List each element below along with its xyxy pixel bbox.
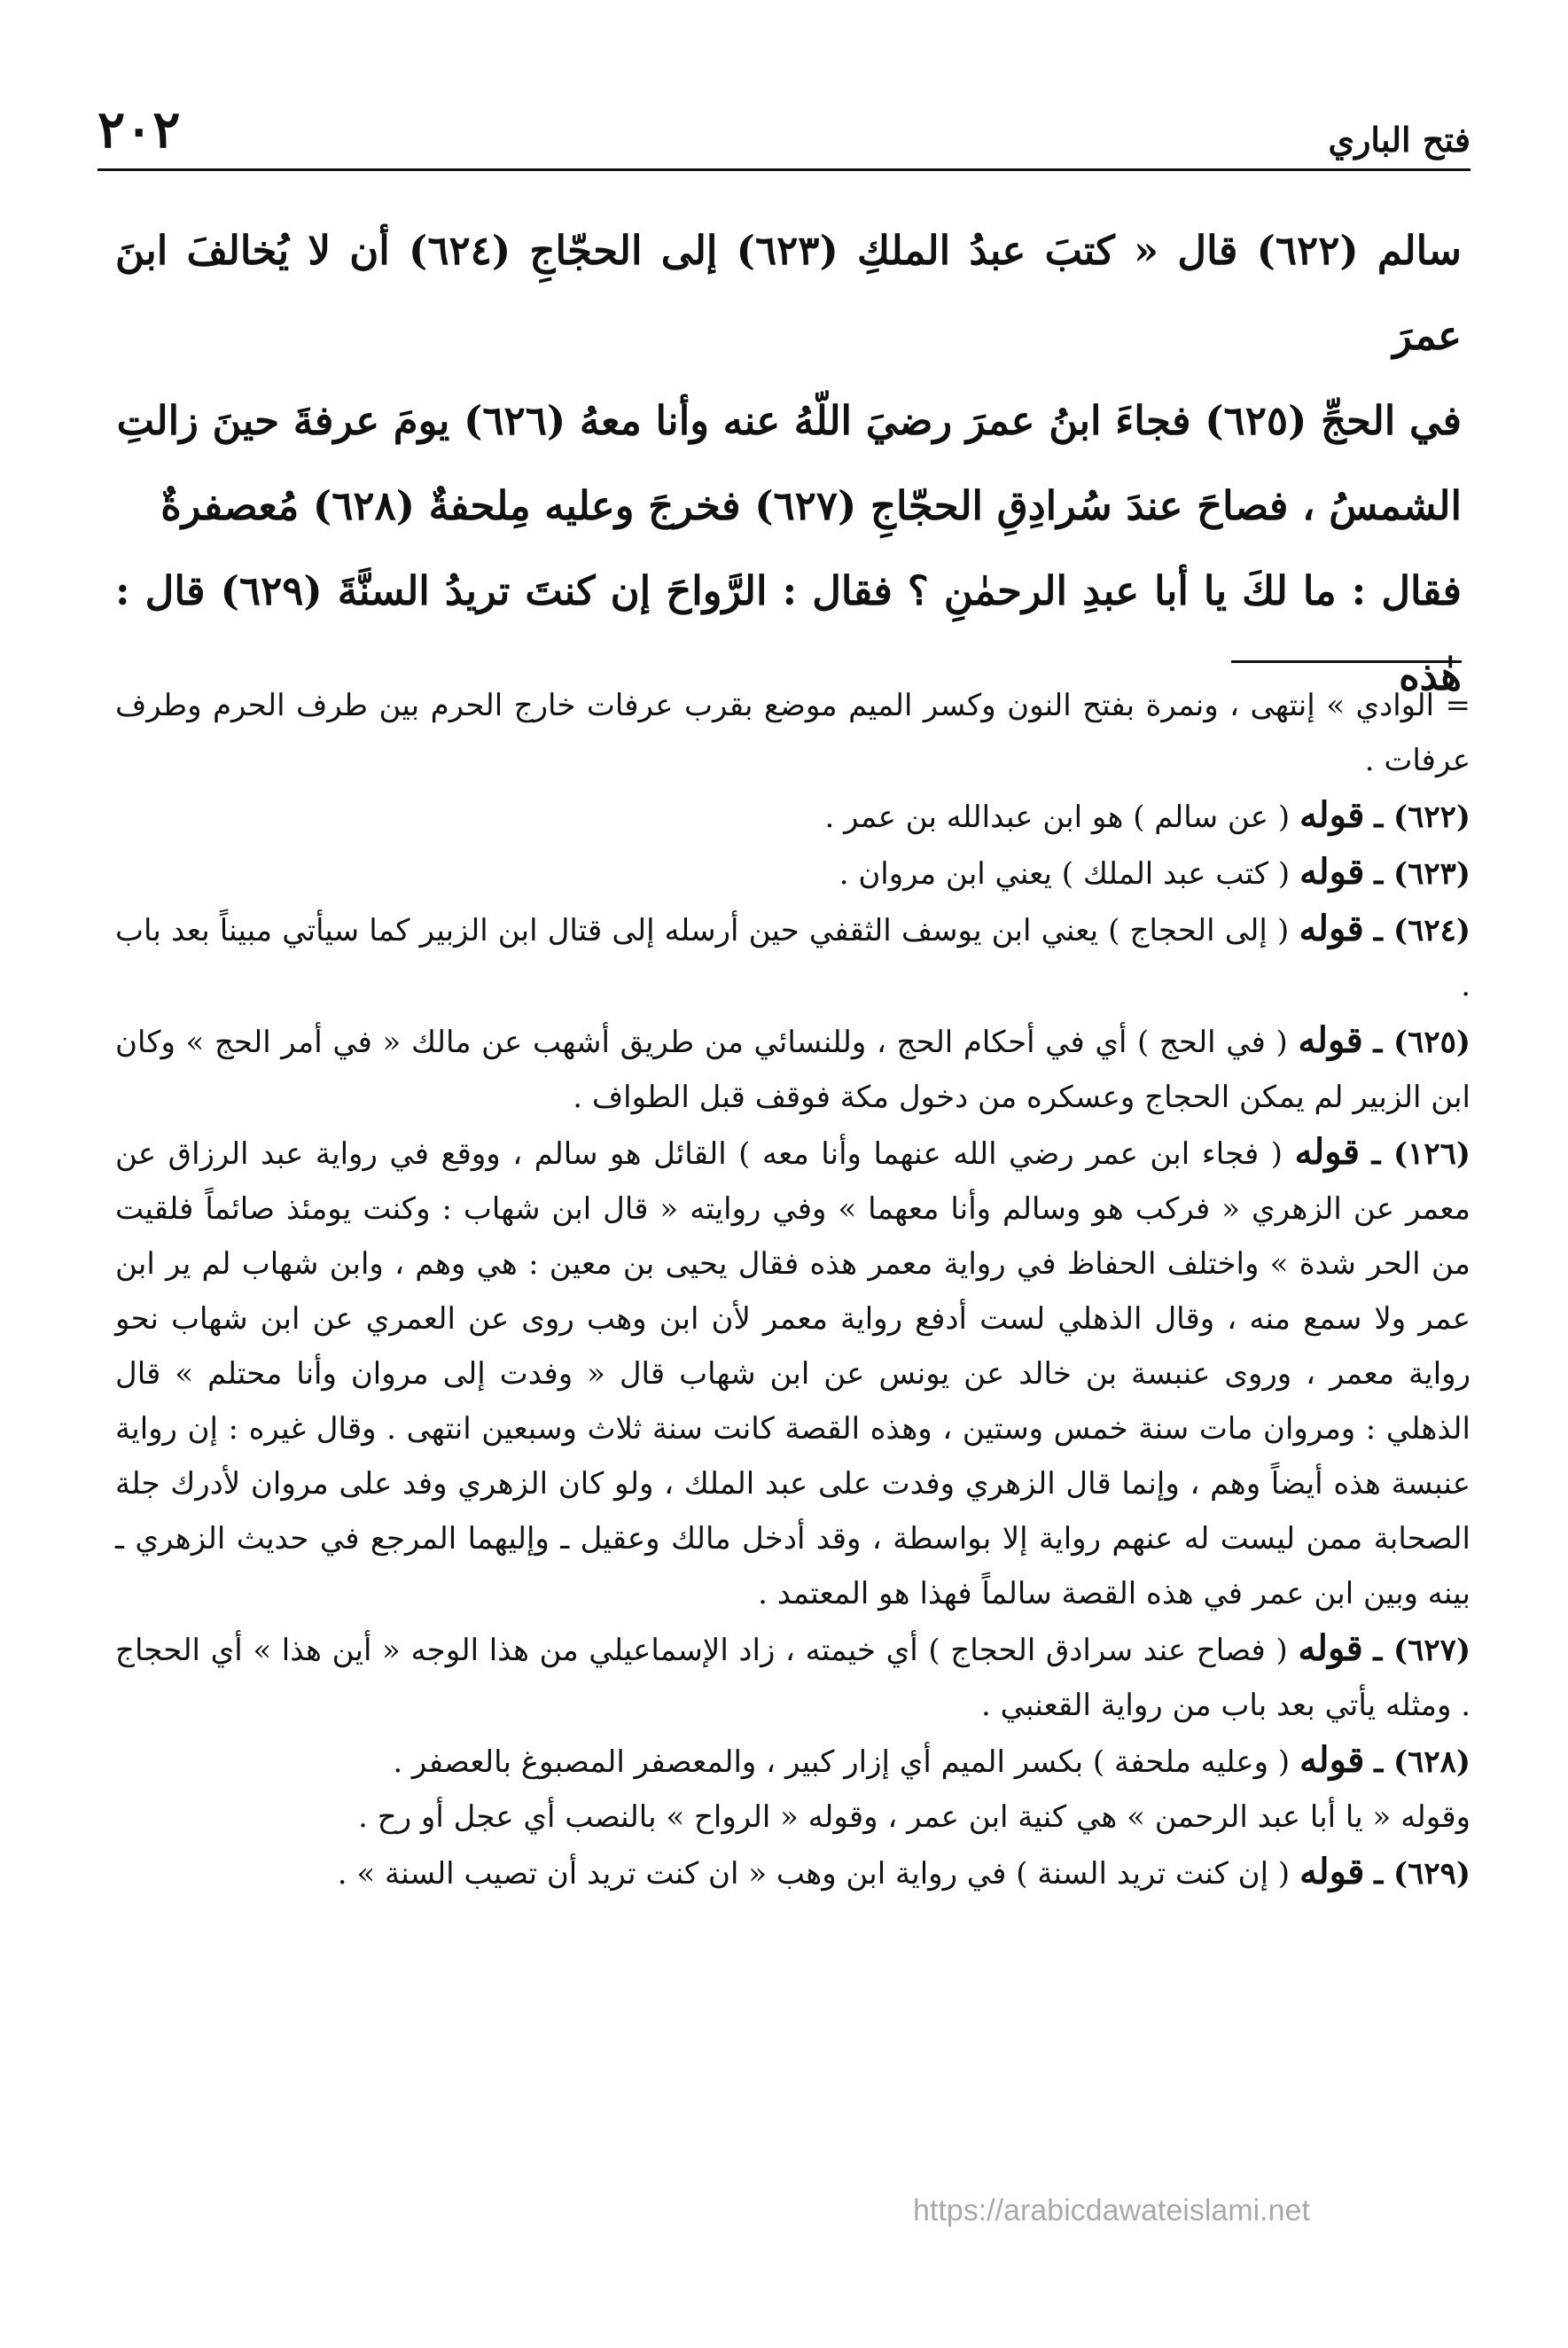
footnote-separator — [1231, 660, 1462, 663]
footnote-number: (٦٢٨) ـ — [1374, 1744, 1470, 1780]
footnote-text: ( فجاء ابن عمر رضي الله عنهما وأنا معه ) القائل هو سالم ، ووقع في رواية عبد الرزاق عن معمر عن الزهري « فركب هو وسالم وأنا معهما » وفي روايته « قال ابن شهاب : وكنت يومئذ صائماً فلقيت من الحر شدة » واختلف الحفاظ في رواية معمر هذه فقال يحيى بن معين : هي وهم ، وابن شهاب لم ير ابن عمر ولا سمع منه ، وقال الذهلي لست أدفع رواية معمر لأن ابن وهب روى عن العمري عن ابن شهاب نحو رواية معمر ، وروى عنبسة بن خالد عن يونس عن ابن شهاب قال « وفدت إلى مروان وأنا محتلم » قال الذهلي : ومروان مات سنة خمس وستين ، وهذه القصة كانت سنة ثلاث وسبعين انتهى . وقال غيره : إن رواية عنبسة هذه أيضاً وهم ، وإنما قال الزهري وفدت على عبد الملك ، ولو كان الزهري وفد على مروان لأدرك جلة الصحابة ممن ليست له عنهم رواية إلا بواسطة ، وقد أدخل مالك وعقيل ـ وإليهما المرجع في حديث الزهري ـ بينه وبين ابن عمر في هذه القصة سالماً فهذا هو المعتمد . — [115, 1136, 1470, 1611]
running-title: فتح الباري — [1328, 120, 1470, 160]
page-header — [98, 89, 1470, 171]
footnote-text: ( إلى الحجاج ) يعني ابن يوسف الثقفي حين أرسله إلى قتال ابن الزبير كما سيأتي مبيناً بعد باب . — [115, 913, 1470, 1003]
footnote-number: (٦٢٤) ـ — [1373, 913, 1470, 948]
footnote-text: ( فصاح عند سرادق الحجاج ) أي خيمته ، زاد الإسماعيلي من هذا الوجه « أين هذا » أي الحجاج . ومثله يأتي بعد باب من رواية القعنبي . — [115, 1633, 1470, 1723]
footnote-number: (٦٢٣) ـ — [1374, 856, 1470, 892]
footnote-text: = الوادي » إنتهى ، ونمرة بفتح النون وكسر الميم موضع بقرب عرفات خارج الحرم بين طرف الحرم وطرف عرفات . — [115, 688, 1470, 778]
footnote-text: وقوله « يا أبا عبد الرحمن » هي كنية ابن عمر ، وقوله « الرواح » بالنصب أي عجل أو رح . — [358, 1799, 1470, 1835]
footnote — [115, 788, 1470, 845]
footnote — [115, 901, 1470, 1013]
page-number: ٢٠٢ — [98, 99, 181, 160]
footnote — [115, 1125, 1470, 1621]
footnote-continuation — [115, 678, 1470, 788]
watermark-url: https://arabicdawateislami.net — [913, 2194, 1310, 2227]
footnote-number: (٦٢٥) ـ — [1373, 1025, 1470, 1060]
main-text — [115, 208, 1462, 719]
footnote-number: (٦٢٧) ـ — [1373, 1633, 1471, 1668]
main-line: سالم (٦٢٢) قال « كتبَ عبدُ الملكِ (٦٢٣) إلى الحجّاجِ (٦٢٤) أن لا يُخالفَ ابنَ عمرَ — [115, 227, 1463, 359]
footnote — [115, 1733, 1470, 1790]
footnote-keyword: قوله — [1294, 1131, 1360, 1173]
footnote-text: ( في الحج ) أي في أحكام الحج ، وللنسائي من طريق أشهب عن مالك « في أمر الحج » وكان ابن الزبير لم يمكن الحجاج وعسكره من دخول مكة فوقف قبل الطواف . — [115, 1025, 1470, 1115]
footnote-keyword: قوله — [1299, 794, 1365, 836]
footnote-number: (٦٢٢) ـ — [1374, 800, 1470, 835]
footnote-number: (١٢٦) ـ — [1371, 1136, 1470, 1172]
footnote-text: ( كتب عبد الملك ) يعني ابن مروان . — [839, 856, 1291, 892]
footnote — [115, 1621, 1470, 1733]
footnotes — [115, 678, 1470, 1901]
footnote-keyword: قوله — [1299, 1739, 1365, 1781]
footnote-continuation — [115, 1790, 1470, 1845]
footnote-keyword: قوله — [1299, 851, 1365, 893]
footnote-text: ( عن سالم ) هو ابن عبدالله بن عمر . — [824, 800, 1291, 835]
footnote-keyword: قوله — [1298, 1019, 1363, 1061]
footnote-keyword: قوله — [1299, 908, 1364, 949]
main-line: في الحجِّ (٦٢٥) فجاءَ ابنُ عمرَ رضيَ اللّهُ عنه وأنا معهُ (٦٢٦) يومَ عرفةَ حينَ زالتِ — [116, 397, 1462, 444]
footnote — [115, 1845, 1470, 1901]
footnote-keyword: قوله — [1299, 1851, 1365, 1892]
footnote-number: (٦٢٩) ـ — [1374, 1856, 1470, 1892]
footnote-text: ( إن كنت تريد السنة ) في رواية ابن وهب « ان كنت تريد أن تصيب السنة » . — [337, 1856, 1291, 1892]
footnote-text: ( وعليه ملحفة ) بكسر الميم أي إزار كبير ، والمعصفر المصبوغ بالعصفر . — [393, 1744, 1291, 1780]
main-line: الشمسُ ، فصاحَ عندَ سُرادِقِ الحجّاجِ (٦٢٧) فخرجَ وعليه مِلحفةٌ (٦٢٨) مُعصفرةٌ — [160, 482, 1462, 529]
footnote-keyword: قوله — [1298, 1627, 1363, 1669]
footnote — [115, 1013, 1470, 1125]
main-line: فقال : ما لكَ يا أبا عبدِ الرحمٰنِ ؟ فقال : الرَّواحَ إن كنتَ تريدُ السنَّةَ (٦٢٩) قال : هٰذه — [115, 567, 1463, 699]
footnote — [115, 845, 1470, 901]
